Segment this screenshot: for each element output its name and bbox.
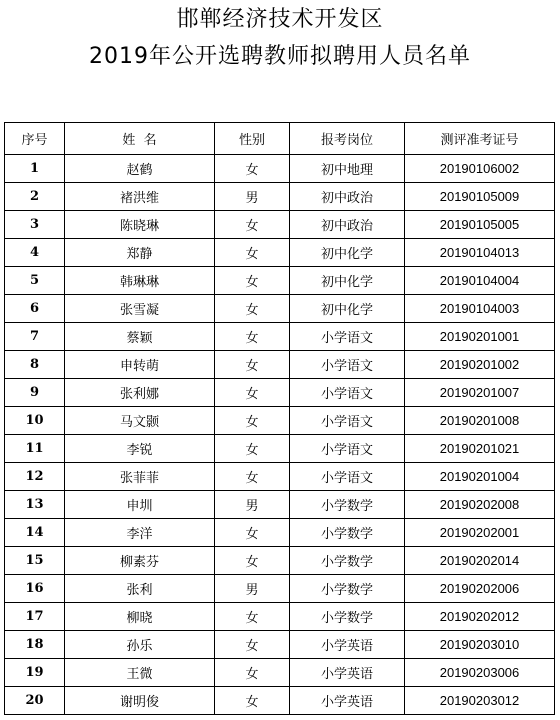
row-name: 谢明俊 xyxy=(65,687,215,715)
table-row xyxy=(5,295,555,323)
row-serial-number: 5 xyxy=(5,267,65,295)
table-row xyxy=(5,407,555,435)
roster-table xyxy=(4,122,555,715)
document-title: 邯郸经济技术开发区 xyxy=(176,7,384,32)
row-position: 小学语文 xyxy=(290,323,405,351)
table-row xyxy=(5,379,555,407)
table-row xyxy=(5,351,555,379)
row-position: 小学数学 xyxy=(290,519,405,547)
row-name: 孙乐 xyxy=(65,631,215,659)
row-position: 小学语文 xyxy=(290,407,405,435)
row-gender: 女 xyxy=(215,351,290,379)
row-position: 小学语文 xyxy=(290,435,405,463)
row-exam-id: 20190106002 xyxy=(405,155,555,183)
row-serial-number: 19 xyxy=(5,659,65,687)
row-gender: 女 xyxy=(215,519,290,547)
row-position: 小学英语 xyxy=(290,631,405,659)
row-serial-number: 20 xyxy=(5,687,65,715)
row-exam-id: 20190202006 xyxy=(405,575,555,603)
table-row xyxy=(5,155,555,183)
row-gender: 女 xyxy=(215,435,290,463)
row-exam-id: 20190104004 xyxy=(405,267,555,295)
row-exam-id: 20190202014 xyxy=(405,547,555,575)
table-row xyxy=(5,239,555,267)
table-row xyxy=(5,211,555,239)
row-serial-number: 6 xyxy=(5,295,65,323)
row-position: 小学英语 xyxy=(290,659,405,687)
row-serial-number: 4 xyxy=(5,239,65,267)
row-name: 张菲菲 xyxy=(65,463,215,491)
row-gender: 女 xyxy=(215,659,290,687)
row-name: 申转萌 xyxy=(65,351,215,379)
row-name: 张雪凝 xyxy=(65,295,215,323)
row-name: 王微 xyxy=(65,659,215,687)
table-row xyxy=(5,435,555,463)
table-row xyxy=(5,183,555,211)
row-gender: 女 xyxy=(215,155,290,183)
header-exam-id: 测评准考证号 xyxy=(405,123,555,155)
row-position: 初中地理 xyxy=(290,155,405,183)
row-name: 柳晓 xyxy=(65,603,215,631)
row-exam-id: 20190203010 xyxy=(405,631,555,659)
row-gender: 女 xyxy=(215,295,290,323)
row-exam-id: 20190201001 xyxy=(405,323,555,351)
row-gender: 女 xyxy=(215,463,290,491)
row-serial-number: 15 xyxy=(5,547,65,575)
row-gender: 女 xyxy=(215,547,290,575)
row-gender: 女 xyxy=(215,631,290,659)
row-position: 初中政治 xyxy=(290,183,405,211)
row-gender: 女 xyxy=(215,407,290,435)
row-serial-number: 9 xyxy=(5,379,65,407)
row-position: 初中化学 xyxy=(290,239,405,267)
row-exam-id: 20190202001 xyxy=(405,519,555,547)
table-row xyxy=(5,463,555,491)
row-position: 小学数学 xyxy=(290,491,405,519)
row-name: 申圳 xyxy=(65,491,215,519)
row-position: 小学数学 xyxy=(290,575,405,603)
row-name: 李洋 xyxy=(65,519,215,547)
row-position: 小学语文 xyxy=(290,379,405,407)
table-body xyxy=(5,155,555,715)
table-row xyxy=(5,631,555,659)
row-exam-id: 20190201008 xyxy=(405,407,555,435)
row-serial-number: 8 xyxy=(5,351,65,379)
row-name: 蔡颖 xyxy=(65,323,215,351)
row-position: 初中化学 xyxy=(290,267,405,295)
row-position: 小学数学 xyxy=(290,547,405,575)
row-serial-number: 7 xyxy=(5,323,65,351)
row-serial-number: 3 xyxy=(5,211,65,239)
table-row xyxy=(5,687,555,715)
table-row xyxy=(5,267,555,295)
row-gender: 女 xyxy=(215,323,290,351)
document-subtitle: 2019年公开选聘教师拟聘用人员名单 xyxy=(89,44,471,69)
header-position: 报考岗位 xyxy=(290,123,405,155)
row-name: 韩琳琳 xyxy=(65,267,215,295)
table-row xyxy=(5,519,555,547)
row-exam-id: 20190201004 xyxy=(405,463,555,491)
row-exam-id: 20190203012 xyxy=(405,687,555,715)
row-name: 张利娜 xyxy=(65,379,215,407)
row-exam-id: 20190202012 xyxy=(405,603,555,631)
row-name: 马文颢 xyxy=(65,407,215,435)
row-exam-id: 20190104003 xyxy=(405,295,555,323)
row-position: 小学数学 xyxy=(290,603,405,631)
row-exam-id: 20190105009 xyxy=(405,183,555,211)
row-gender: 男 xyxy=(215,183,290,211)
row-serial-number: 1 xyxy=(5,155,65,183)
row-gender: 女 xyxy=(215,239,290,267)
table-row xyxy=(5,659,555,687)
row-position: 初中化学 xyxy=(290,295,405,323)
row-serial-number: 18 xyxy=(5,631,65,659)
row-exam-id: 20190203006 xyxy=(405,659,555,687)
row-name: 柳素芬 xyxy=(65,547,215,575)
row-position: 小学英语 xyxy=(290,687,405,715)
row-name: 李锐 xyxy=(65,435,215,463)
row-serial-number: 2 xyxy=(5,183,65,211)
row-name: 张利 xyxy=(65,575,215,603)
row-serial-number: 10 xyxy=(5,407,65,435)
row-gender: 女 xyxy=(215,379,290,407)
table-row xyxy=(5,603,555,631)
row-gender: 男 xyxy=(215,575,290,603)
row-gender: 男 xyxy=(215,491,290,519)
row-gender: 女 xyxy=(215,603,290,631)
header-name: 姓 名 xyxy=(65,123,215,155)
table-row xyxy=(5,323,555,351)
row-gender: 女 xyxy=(215,687,290,715)
row-exam-id: 20190201021 xyxy=(405,435,555,463)
row-name: 赵鹤 xyxy=(65,155,215,183)
row-gender: 女 xyxy=(215,267,290,295)
row-serial-number: 16 xyxy=(5,575,65,603)
table-row xyxy=(5,575,555,603)
row-exam-id: 20190105005 xyxy=(405,211,555,239)
row-serial-number: 14 xyxy=(5,519,65,547)
header-gender: 性别 xyxy=(215,123,290,155)
row-name: 陈晓琳 xyxy=(65,211,215,239)
row-serial-number: 17 xyxy=(5,603,65,631)
row-exam-id: 20190104013 xyxy=(405,239,555,267)
row-exam-id: 20190202008 xyxy=(405,491,555,519)
row-name: 褚洪维 xyxy=(65,183,215,211)
row-position: 小学语文 xyxy=(290,463,405,491)
row-position: 小学语文 xyxy=(290,351,405,379)
row-gender: 女 xyxy=(215,211,290,239)
table-header-row xyxy=(5,123,555,155)
header-serial-number: 序号 xyxy=(5,123,65,155)
row-serial-number: 13 xyxy=(5,491,65,519)
row-serial-number: 11 xyxy=(5,435,65,463)
table-row xyxy=(5,491,555,519)
row-exam-id: 20190201002 xyxy=(405,351,555,379)
row-position: 初中政治 xyxy=(290,211,405,239)
row-serial-number: 12 xyxy=(5,463,65,491)
row-exam-id: 20190201007 xyxy=(405,379,555,407)
row-name: 郑静 xyxy=(65,239,215,267)
table-row xyxy=(5,547,555,575)
